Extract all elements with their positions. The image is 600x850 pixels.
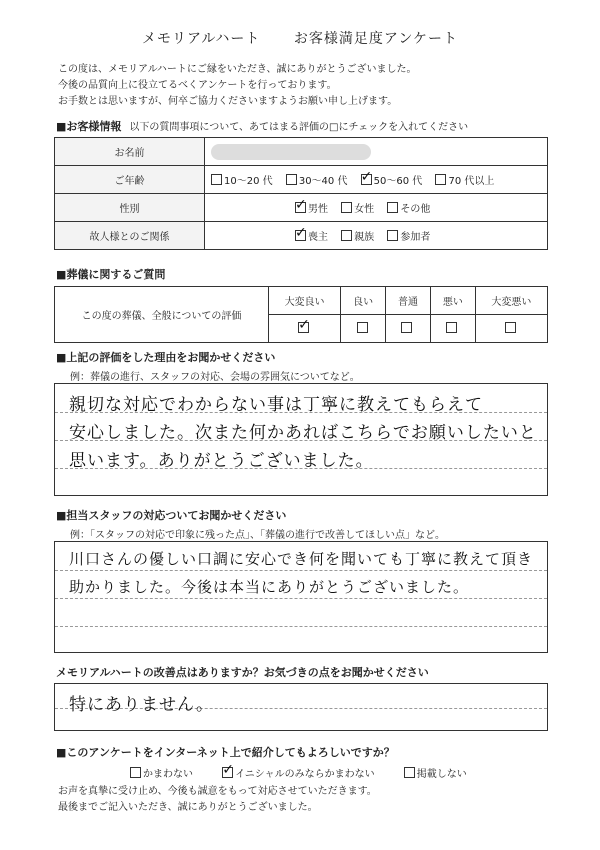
rating-label-very-good: 大変良い (269, 287, 341, 315)
gender-option-other[interactable]: その他 (387, 204, 430, 215)
customer-table (54, 137, 548, 250)
gender-option-male[interactable]: ✓ 男性 (295, 204, 328, 215)
rating-label-very-bad: 大変悪い (475, 287, 547, 315)
gender-option-female[interactable]: 女性 (341, 204, 374, 215)
outro-text (58, 784, 377, 816)
handwritten-line: 川口さんの優しい口調に安心でき何を聞いても丁寧に教えて頂き (69, 550, 534, 568)
funeral-rating-table (54, 286, 548, 343)
age-option-10-20[interactable]: 10～20 代 (211, 176, 273, 187)
outro-line: 最後までご記入いただき、誠にありがとうございました。 (58, 802, 318, 813)
handwritten-line: 親切な対応でわからない事は丁寧に教えてもらえて (69, 395, 483, 415)
checkbox-icon (341, 202, 352, 213)
checkbox-icon (286, 174, 297, 185)
age-option-70[interactable]: 70 代以上 (435, 176, 494, 187)
checkbox-icon (387, 202, 398, 213)
checkbox-icon (130, 767, 141, 778)
relation-option-relative[interactable]: 親族 (341, 232, 374, 243)
survey-title: お客様満足度アンケート (293, 31, 459, 47)
staff-heading: ■担当スタッフの対応ついてお聞かせください (56, 509, 287, 522)
improve-answer-box[interactable] (54, 683, 548, 731)
relation-option-attendee[interactable]: 参加者 (387, 232, 430, 243)
rating-very-bad-checkbox[interactable] (475, 315, 547, 343)
relation-label: 故人様とのご関係 (55, 222, 205, 250)
name-field[interactable] (205, 138, 548, 166)
checkbox-icon (341, 230, 352, 241)
checkbox-icon (357, 322, 368, 333)
internet-option-initials[interactable]: ✓ イニシャルのみならかまわない (222, 769, 374, 780)
name-label: お名前 (55, 138, 205, 166)
handwritten-line: 思います。ありがとうございました。 (69, 451, 374, 471)
intro-line: この度は、メモリアルハートにご縁をいただき、誠にありがとうございました。 (58, 64, 417, 75)
checked-checkbox-icon (222, 767, 233, 778)
gender-label: 性別 (55, 194, 205, 222)
customer-heading: ■お客様情報 以下の質問事項について、あてはまる評価の□にチェックを入れてください (56, 120, 469, 133)
intro-text (58, 62, 417, 110)
checkbox-icon (505, 322, 516, 333)
funeral-heading: ■葬儀に関するご質問 (56, 268, 166, 281)
checkbox-icon (446, 322, 457, 333)
checkbox-icon (211, 174, 222, 185)
outro-line: お声を真摯に受け止め、今後も誠意をもって対応させていただきます。 (58, 786, 377, 797)
rating-bad-checkbox[interactable] (430, 315, 475, 343)
checkbox-icon (401, 322, 412, 333)
dashed-line (55, 570, 547, 571)
internet-heading: ■このアンケートをインターネット上で紹介してもよろしいですか？ (56, 746, 395, 759)
rating-label-good: 良い (341, 287, 386, 315)
funeral-question: この度の葬儀、全般についての評価 (55, 287, 269, 343)
handwritten-line: 助かりました。今後は本当にありがとうございました。 (69, 578, 470, 596)
checked-checkbox-icon (361, 174, 372, 185)
handwritten-line: 特にありません。 (69, 695, 215, 715)
relation-option-chief-mourner[interactable]: ✓ 喪主 (295, 232, 328, 243)
checked-checkbox-icon (295, 230, 306, 241)
age-options (205, 166, 548, 194)
age-option-50-60[interactable]: ✓ 50～60 代 (361, 176, 423, 187)
page-title (0, 28, 600, 48)
rating-very-good-checkbox[interactable] (269, 315, 341, 343)
relation-options (205, 222, 548, 250)
dashed-line (55, 626, 547, 627)
handwritten-line: 安心しました。次また何かあればこちらでお願いしたいと (69, 423, 537, 443)
intro-line: お手数とは思いますが、何卒ご協力くださいますようお願い申し上げます。 (58, 96, 398, 107)
reason-example: 例：葬儀の進行、スタッフの対応、会場の雰囲気についてなど。 (70, 372, 360, 383)
age-option-30-40[interactable]: 30～40 代 (286, 176, 348, 187)
checkbox-icon (387, 230, 398, 241)
dashed-line (55, 598, 547, 599)
staff-example: 例：「スタッフの対応で印象に残った点」、「葬儀の進行で改善してほしい点」など。 (70, 530, 445, 541)
internet-options (130, 765, 477, 780)
reason-answer-box[interactable] (54, 383, 548, 496)
checkbox-icon (404, 767, 415, 778)
staff-answer-box[interactable] (54, 541, 548, 653)
internet-option-ok[interactable]: かまわない (130, 769, 193, 780)
checkbox-icon (435, 174, 446, 185)
age-label: ご年齢 (55, 166, 205, 194)
rating-label-average: 普通 (386, 287, 431, 315)
company-name: メモリアルハート (141, 31, 261, 47)
customer-instruction: 以下の質問事項について、あてはまる評価の□にチェックを入れてください (129, 122, 469, 133)
improve-heading: メモリアルハートの改善点はありますか？お気づきの点をお聞かせください (56, 666, 429, 679)
gender-options (205, 194, 548, 222)
checked-checkbox-icon (295, 202, 306, 213)
checked-checkbox-icon (298, 322, 309, 333)
name-redacted (211, 144, 371, 160)
rating-average-checkbox[interactable] (386, 315, 431, 343)
reason-heading: ■上記の評価をした理由をお聞かせください (56, 351, 276, 364)
internet-option-no[interactable]: 掲載しない (404, 769, 467, 780)
intro-line: 今後の品質向上に役立てるべくアンケートを行っております。 (58, 80, 337, 91)
rating-label-bad: 悪い (430, 287, 475, 315)
rating-good-checkbox[interactable] (341, 315, 386, 343)
